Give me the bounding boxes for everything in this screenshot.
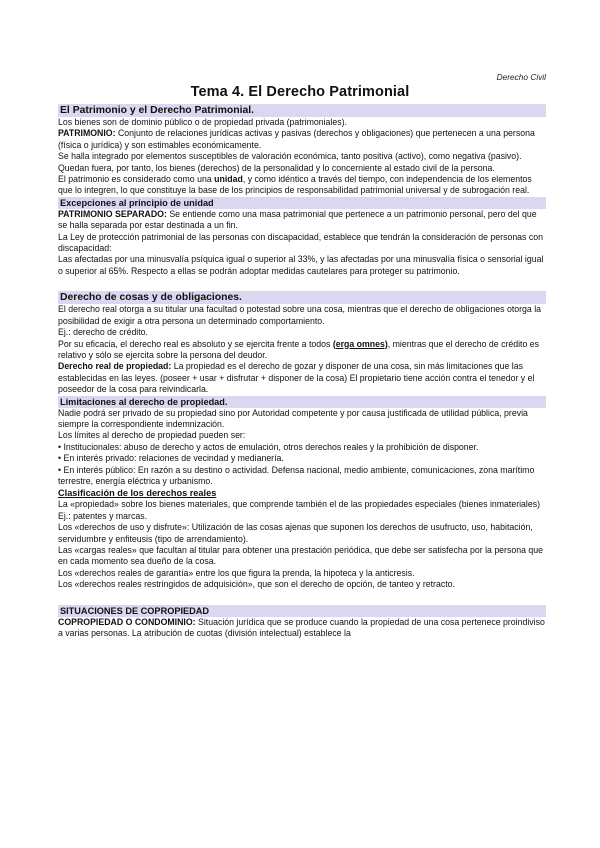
paragraph [58,361,546,395]
paragraph: Los «derechos reales restringidos de adquisición», que son el derecho de opción, de tanteo y retracto. [58,579,455,590]
section-heading-patrimonio: El Patrimonio y el Derecho Patrimonial. [58,104,546,117]
paragraph [58,128,546,151]
term-label: PATRIMONIO: [58,128,116,139]
paragraph: Los límites al derecho de propiedad pueden ser: [58,430,246,441]
paragraph: Los «derechos reales de garantía» entre los que figura la prenda, la hipoteca y la anticresis. [58,567,415,578]
emphasis-erga-omnes: (erga omnes) [332,338,388,349]
paragraph [58,209,546,232]
paragraph: Nadie podrá ser privado de su propiedad sino por Autoridad competente y por causa justificada de utilidad pública, previa siempre la correspondiente indemnización. [58,407,528,429]
text-run: Por su eficacia, el derecho real es absoluto y se ejercita frente a todos [58,338,333,349]
paragraph: Las afectadas por una minusvalía psíquica igual o superior al 33%, y las afectadas por una minusvalía física o sensorial igual o superior al 65%. Respecto a ellas se podrán adoptar medidas cautelares para proteger su patrimonio. [58,254,544,276]
term-text: Se entiende como una masa patrimonial que pertenece a un patrimonio personal, pero del que se halla separada por estar destinada a un fin. [58,208,537,231]
paragraph: Los «derechos de uso y disfrute»: Utilización de las cosas ajenas que suponen los derechos de usufructo, uso, habitación, servidumbre y enfiteusis (tipo de arrendamiento). [58,522,533,544]
term-text: Conjunto de relaciones jurídicas activas y pasivas (derechos y obligaciones) que pertenecen a una persona (física o jurídica) y son estimables económicamente. [58,128,535,150]
section-heading-limitaciones: Limitaciones al derecho de propiedad. [58,396,546,408]
term-text: Situación jurídica que se produce cuando la propiedad de una cosa pertenece proindiviso a varias personas. La atribución de cuotas (división intelectual) establece la [58,616,545,639]
text-run: , mientras que el derecho de crédito es relativo y sólo se ejercita sobre la persona del deudor. [58,338,540,360]
paragraph [58,174,546,197]
paragraph: Las «cargas reales» que facultan al titular para obtener una prestación periódica, que debe ser satisfecha por la persona que en cada momento sea dueño de la cosa. [58,545,543,567]
section-heading-clasificacion: Clasificación de los derechos reales [58,488,217,499]
page-title: Tema 4. El Derecho Patrimonial [190,84,410,100]
paragraph: La «propiedad» sobre los bienes materiales, que comprende también el de las propiedades especiales (bienes inmateriales) Ej.: patentes y marcas. [58,499,541,521]
list-item: • En interés privado: relaciones de vecindad y medianería. [58,453,284,464]
text-run: El patrimonio es considerado como una [58,174,215,185]
paragraph [58,617,546,640]
section-heading-excepciones: Excepciones al principio de unidad [58,197,546,209]
paragraph: El derecho real otorga a su titular una facultad o potestad sobre una cosa, mientras que el derecho de obligaciones otorga la posibilidad de exigir a otra persona un determinado comportamiento. [58,304,542,326]
term-label: COPROPIEDAD O CONDOMINIO: [58,616,196,627]
term-text: La propiedad es el derecho de gozar y disponer de una cosa, sin más limitaciones que las establecidas en las leyes. (poseer + usar + disfrutar + disponer de la cosa) El propietario tiene acción contra el tenedor y el poseedor de la cosa para reivindicarla. [58,361,535,395]
list-item: • En interés público: En razón a su destino o actividad. Defensa nacional, medio ambiente, comunicaciones, zona marítimo terrestre, energía eléctrica y urbanismo. [58,464,535,486]
list-item: • Institucionales: abuso de derecho y actos de emulación, otros derechos reales y la prohibición de disponer. [58,441,479,452]
paragraph: Se halla integrado por elementos susceptibles de valoración económica, tanto positiva (activo), como negativa (pasivo). Quedan fuera, por tanto, los bienes (derechos) de la personalidad y lo concerniente al estado civil de la persona. [58,151,522,173]
emphasis: unidad [214,174,243,185]
course-label: Derecho Civil [496,72,546,82]
section-heading-copropiedad: SITUACIONES DE COPROPIEDAD [58,605,546,617]
document-body [58,104,546,639]
section-heading-cosas-obligaciones: Derecho de cosas y de obligaciones. [58,291,546,304]
paragraph: La Ley de protección patrimonial de las personas con discapacidad, establece que tendrán la consideración de personas con discapacidad: [58,231,543,254]
term-label: Derecho real de propiedad: [58,361,172,372]
term-label: PATRIMONIO SEPARADO: [58,208,167,219]
paragraph [58,339,546,362]
text-run: , y como idéntico a través del tiempo, con independencia de los elementos que lo integren, lo que constituye la base de los principios de responsabilidad patrimonial universal y de subrogación real. [58,174,532,196]
paragraph: Ej.: derecho de crédito. [58,327,148,338]
paragraph: Los bienes son de dominio público o de propiedad privada (patrimoniales). [58,117,347,127]
